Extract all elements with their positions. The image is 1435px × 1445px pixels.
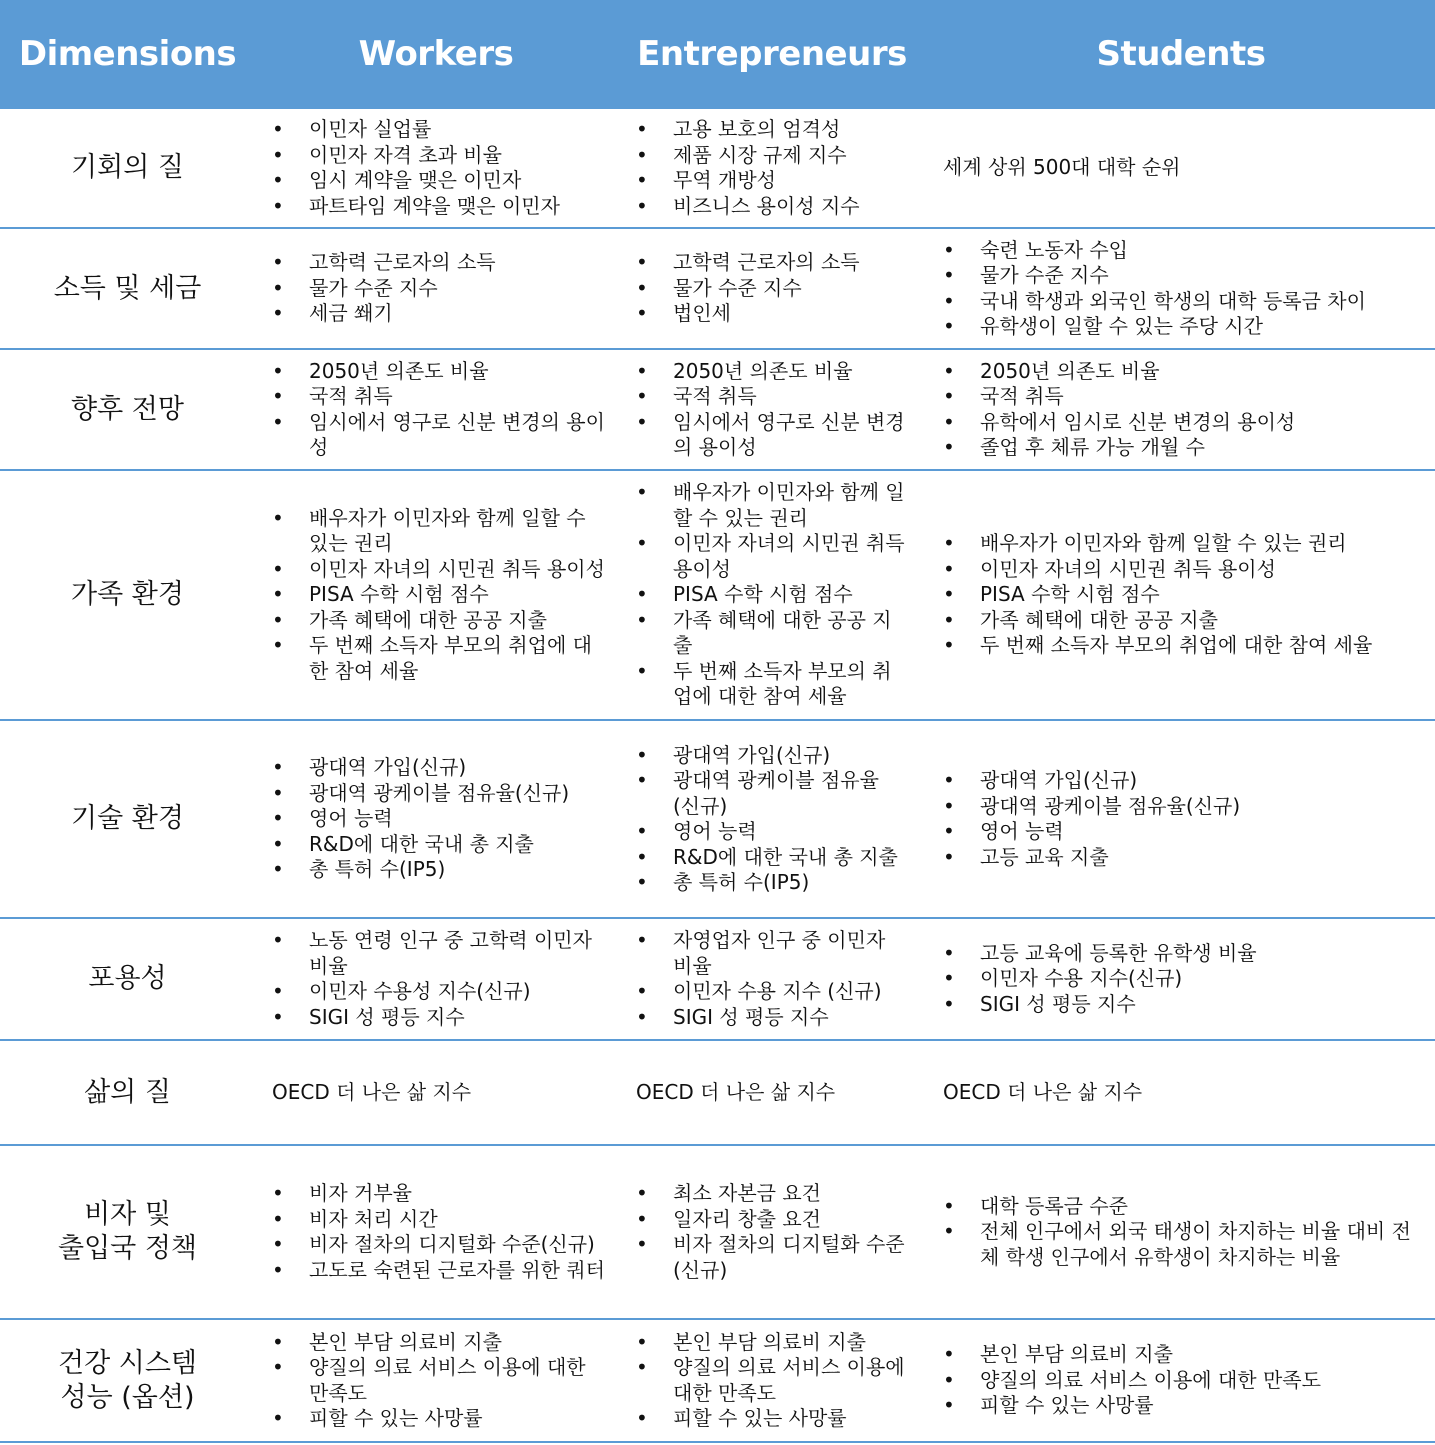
- indicator-item: • 총 특허 수(IP5): [272, 857, 607, 883]
- workers-cell: [272, 1041, 607, 1144]
- indicator-list: [943, 768, 1423, 870]
- indicator-list: [272, 1181, 607, 1283]
- students-cell: [943, 1320, 1423, 1441]
- indicator-item: • 비자 절차의 디지털화 수준(신규): [272, 1232, 607, 1258]
- indicator-item: • 2050년 의존도 비율: [636, 359, 906, 385]
- indicator-list: [636, 250, 906, 327]
- indicator-item: • SIGI 성 평등 지수: [636, 1005, 906, 1031]
- students-cell: [943, 350, 1423, 469]
- indicator-item: • 고용 보호의 엄격성: [636, 117, 906, 143]
- indicator-list: [943, 1342, 1423, 1419]
- entrepreneurs-cell: [636, 109, 906, 227]
- dimension-label: 기술 환경: [71, 803, 184, 834]
- indicator-item: • 영어 능력: [272, 806, 607, 832]
- indicator-list: [636, 480, 906, 710]
- indicator-item: • 물가 수준 지수: [636, 276, 906, 302]
- indicator-item: • 피할 수 있는 사망률: [272, 1406, 607, 1432]
- indicator-item: • 피할 수 있는 사망률: [636, 1406, 906, 1432]
- indicator-item: • 총 특허 수(IP5): [636, 870, 906, 896]
- table-row: [0, 1039, 1435, 1144]
- indicator-item: • 양질의 의료 서비스 이용에 대한 만족도: [636, 1355, 906, 1406]
- indicator-text: OECD 더 나은 삶 지수: [272, 1079, 472, 1104]
- indicator-item: • 노동 연령 인구 중 고학력 이민자 비율: [272, 928, 607, 979]
- indicator-item: • 최소 자본금 요건: [636, 1181, 906, 1207]
- indicator-list: [636, 1330, 906, 1432]
- entrepreneurs-cell: [636, 721, 906, 917]
- entrepreneurs-cell: [636, 1320, 906, 1441]
- indicator-item: • 물가 수준 지수: [272, 276, 607, 302]
- indicator-text: OECD 더 나은 삶 지수: [943, 1079, 1143, 1104]
- header-students: Students: [1096, 33, 1266, 74]
- indicator-item: • PISA 수학 시험 점수: [636, 582, 906, 608]
- indicator-item: • 배우자가 이민자와 함께 일할 수 있는 권리: [943, 531, 1423, 557]
- indicator-item: • 이민자 수용 지수 (신규): [636, 979, 906, 1005]
- indicator-item: • 숙련 노동자 수입: [943, 238, 1423, 264]
- indicator-item: • 고도로 숙련된 근로자를 위한 쿼터: [272, 1258, 607, 1284]
- indicator-item: • 고등 교육 지출: [943, 845, 1423, 871]
- indicator-item: • 두 번째 소득자 부모의 취업에 대한 참여 세율: [272, 633, 607, 684]
- indicator-item: • 배우자가 이민자와 함께 일할 수 있는 권리: [636, 480, 906, 531]
- indicator-item: • 양질의 의료 서비스 이용에 대한 만족도: [272, 1355, 607, 1406]
- indicator-item: • 졸업 후 체류 가능 개월 수: [943, 435, 1423, 461]
- dimension-label: 포용성: [88, 963, 167, 994]
- indicator-item: • 이민자 자녀의 시민권 취득 용이성: [636, 531, 906, 582]
- indicator-item: • 법인세: [636, 301, 906, 327]
- indicator-item: • 두 번째 소득자 부모의 취업에 대한 참여 세율: [636, 659, 906, 710]
- indicator-item: • 2050년 의존도 비율: [272, 359, 607, 385]
- students-cell: [943, 721, 1423, 917]
- indicator-list: [272, 117, 607, 219]
- indicator-list: [943, 941, 1423, 1018]
- indicator-item: • 고등 교육에 등록한 유학생 비율: [943, 941, 1423, 967]
- indicator-item: • 가족 혜택에 대한 공공 지출: [943, 608, 1423, 634]
- indicator-list: [272, 359, 607, 461]
- indicator-item: • R&D에 대한 국내 총 지출: [636, 845, 906, 871]
- indicator-item: • 임시에서 영구로 신분 변경의 용이성: [636, 410, 906, 461]
- indicator-list: [943, 238, 1423, 340]
- entrepreneurs-cell: [636, 919, 906, 1039]
- students-cell: [943, 1041, 1423, 1144]
- indicator-item: • 광대역 광케이블 점유율(신규): [272, 781, 607, 807]
- indicator-item: • 고학력 근로자의 소득: [636, 250, 906, 276]
- indicator-item: • 일자리 창출 요건: [636, 1207, 906, 1233]
- dimension-label: 향후 전망: [71, 393, 184, 425]
- header-dimensions: Dimensions: [18, 33, 237, 74]
- indicator-item: • 광대역 광케이블 점유율(신규): [636, 768, 906, 819]
- indicator-list: [943, 1194, 1423, 1271]
- indicator-list: [636, 117, 906, 219]
- indicator-item: • 이민자 수용 지수(신규): [943, 966, 1423, 992]
- workers-cell: [272, 109, 607, 227]
- table-row: [0, 469, 1435, 719]
- indicator-item: • 유학에서 임시로 신분 변경의 용이성: [943, 410, 1423, 436]
- dimension-label: 비자 및 출입국 정책: [58, 1199, 197, 1264]
- indicator-item: • 영어 능력: [636, 819, 906, 845]
- indicator-list: [636, 359, 906, 461]
- indicator-item: • 본인 부담 의료비 지출: [272, 1330, 607, 1356]
- header-workers: Workers: [358, 33, 514, 74]
- students-cell: [943, 229, 1423, 348]
- indicator-list: [272, 755, 607, 883]
- indicator-list: [636, 928, 906, 1030]
- indicator-item: • 세금 쐐기: [272, 301, 607, 327]
- indicator-item: • 광대역 가입(신규): [943, 768, 1423, 794]
- table-row: [0, 719, 1435, 917]
- indicator-item: • 피할 수 있는 사망률: [943, 1393, 1423, 1419]
- indicator-item: • 국내 학생과 외국인 학생의 대학 등록금 차이: [943, 289, 1423, 315]
- entrepreneurs-cell: [636, 229, 906, 348]
- indicator-item: • 양질의 의료 서비스 이용에 대한 만족도: [943, 1368, 1423, 1394]
- dimension-label: 기회의 질: [71, 152, 184, 183]
- students-cell: [943, 919, 1423, 1039]
- indicator-item: • 비자 절차의 디지털화 수준(신규): [636, 1232, 906, 1283]
- workers-cell: [272, 1146, 607, 1318]
- workers-cell: [272, 471, 607, 719]
- indicator-item: • 비자 처리 시간: [272, 1207, 607, 1233]
- table-row: [0, 107, 1435, 227]
- dimension-label: 소득 및 세금: [53, 272, 202, 304]
- indicator-item: • 이민자 자격 초과 비율: [272, 143, 607, 169]
- students-cell: [943, 109, 1423, 227]
- indicator-item: • 이민자 실업률: [272, 117, 607, 143]
- students-cell: [943, 1146, 1423, 1318]
- indicator-item: • 광대역 광케이블 점유율(신규): [943, 794, 1423, 820]
- table-row: [0, 1144, 1435, 1318]
- indicator-item: • 이민자 자녀의 시민권 취득 용이성: [272, 557, 607, 583]
- table-row: [0, 227, 1435, 348]
- indicator-item: • 2050년 의존도 비율: [943, 359, 1423, 385]
- indicator-item: • 이민자 수용성 지수(신규): [272, 979, 607, 1005]
- indicator-item: • SIGI 성 평등 지수: [272, 1005, 607, 1031]
- indicator-list: [636, 1181, 906, 1283]
- workers-cell: [272, 350, 607, 469]
- indicator-item: • 본인 부담 의료비 지출: [943, 1342, 1423, 1368]
- indicator-item: • 전체 인구에서 외국 태생이 차지하는 비율 대비 전체 학생 인구에서 유학생이 차지하는 비율: [943, 1219, 1423, 1270]
- entrepreneurs-cell: [636, 1041, 906, 1144]
- workers-cell: [272, 919, 607, 1039]
- indicator-item: • 임시 계약을 맺은 이민자: [272, 168, 607, 194]
- indicator-item: • 두 번째 소득자 부모의 취업에 대한 참여 세율: [943, 633, 1423, 659]
- indicator-text: 세계 상위 500대 대학 순위: [943, 155, 1181, 180]
- indicator-item: • 광대역 가입(신규): [272, 755, 607, 781]
- indicator-item: • 영어 능력: [943, 819, 1423, 845]
- indicator-item: • 비자 거부율: [272, 1181, 607, 1207]
- entrepreneurs-cell: [636, 350, 906, 469]
- indicator-item: • 물가 수준 지수: [943, 263, 1423, 289]
- indicator-item: • 국적 취득: [943, 384, 1423, 410]
- indicator-item: • 무역 개방성: [636, 168, 906, 194]
- indicator-text: OECD 더 나은 삶 지수: [636, 1079, 836, 1104]
- indicator-list: [943, 531, 1423, 659]
- workers-cell: [272, 229, 607, 348]
- indicator-list: [272, 506, 607, 685]
- table-row: [0, 1318, 1435, 1443]
- indicator-item: • 국적 취득: [636, 384, 906, 410]
- indicator-item: • PISA 수학 시험 점수: [272, 582, 607, 608]
- indicator-item: • R&D에 대한 국내 총 지출: [272, 832, 607, 858]
- indicator-item: • 광대역 가입(신규): [636, 743, 906, 769]
- indicator-item: • 파트타임 계약을 맺은 이민자: [272, 194, 607, 220]
- students-cell: [943, 471, 1423, 719]
- indicator-item: • 배우자가 이민자와 함께 일할 수 있는 권리: [272, 506, 607, 557]
- workers-cell: [272, 721, 607, 917]
- indicator-item: • 유학생이 일할 수 있는 주당 시간: [943, 314, 1423, 340]
- table-row: [0, 348, 1435, 469]
- indicator-item: • 고학력 근로자의 소득: [272, 250, 607, 276]
- indicator-item: • 이민자 자녀의 시민권 취득 용이성: [943, 557, 1423, 583]
- indicator-item: • 본인 부담 의료비 지출: [636, 1330, 906, 1356]
- table-header: [0, 0, 1435, 107]
- indicator-item: • 대학 등록금 수준: [943, 1194, 1423, 1220]
- header-entrepreneurs: Entrepreneurs: [637, 33, 907, 74]
- table-row: [0, 917, 1435, 1039]
- dimension-label: 건강 시스템 성능 (옵션): [58, 1347, 197, 1413]
- indicator-item: • 가족 혜택에 대한 공공 지출: [272, 608, 607, 634]
- indicator-list: [272, 1330, 607, 1432]
- indicator-item: • 제품 시장 규제 지수: [636, 143, 906, 169]
- indicator-item: • 가족 혜택에 대한 공공 지출: [636, 608, 906, 659]
- indicator-list: [636, 743, 906, 896]
- indicator-list: [272, 250, 607, 327]
- indicator-list: [943, 359, 1423, 461]
- indicator-item: • 임시에서 영구로 신분 변경의 용이성: [272, 410, 607, 461]
- entrepreneurs-cell: [636, 1146, 906, 1318]
- indicator-item: • 비즈니스 용이성 지수: [636, 194, 906, 220]
- workers-cell: [272, 1320, 607, 1441]
- dimension-label: 가족 환경: [71, 579, 184, 610]
- indicator-item: • SIGI 성 평등 지수: [943, 992, 1423, 1018]
- indicator-item: • 국적 취득: [272, 384, 607, 410]
- indicator-item: • 자영업자 인구 중 이민자 비율: [636, 928, 906, 979]
- indicator-list: [272, 928, 607, 1030]
- dimension-label: 삶의 질: [84, 1076, 171, 1108]
- indicator-item: • PISA 수학 시험 점수: [943, 582, 1423, 608]
- entrepreneurs-cell: [636, 471, 906, 719]
